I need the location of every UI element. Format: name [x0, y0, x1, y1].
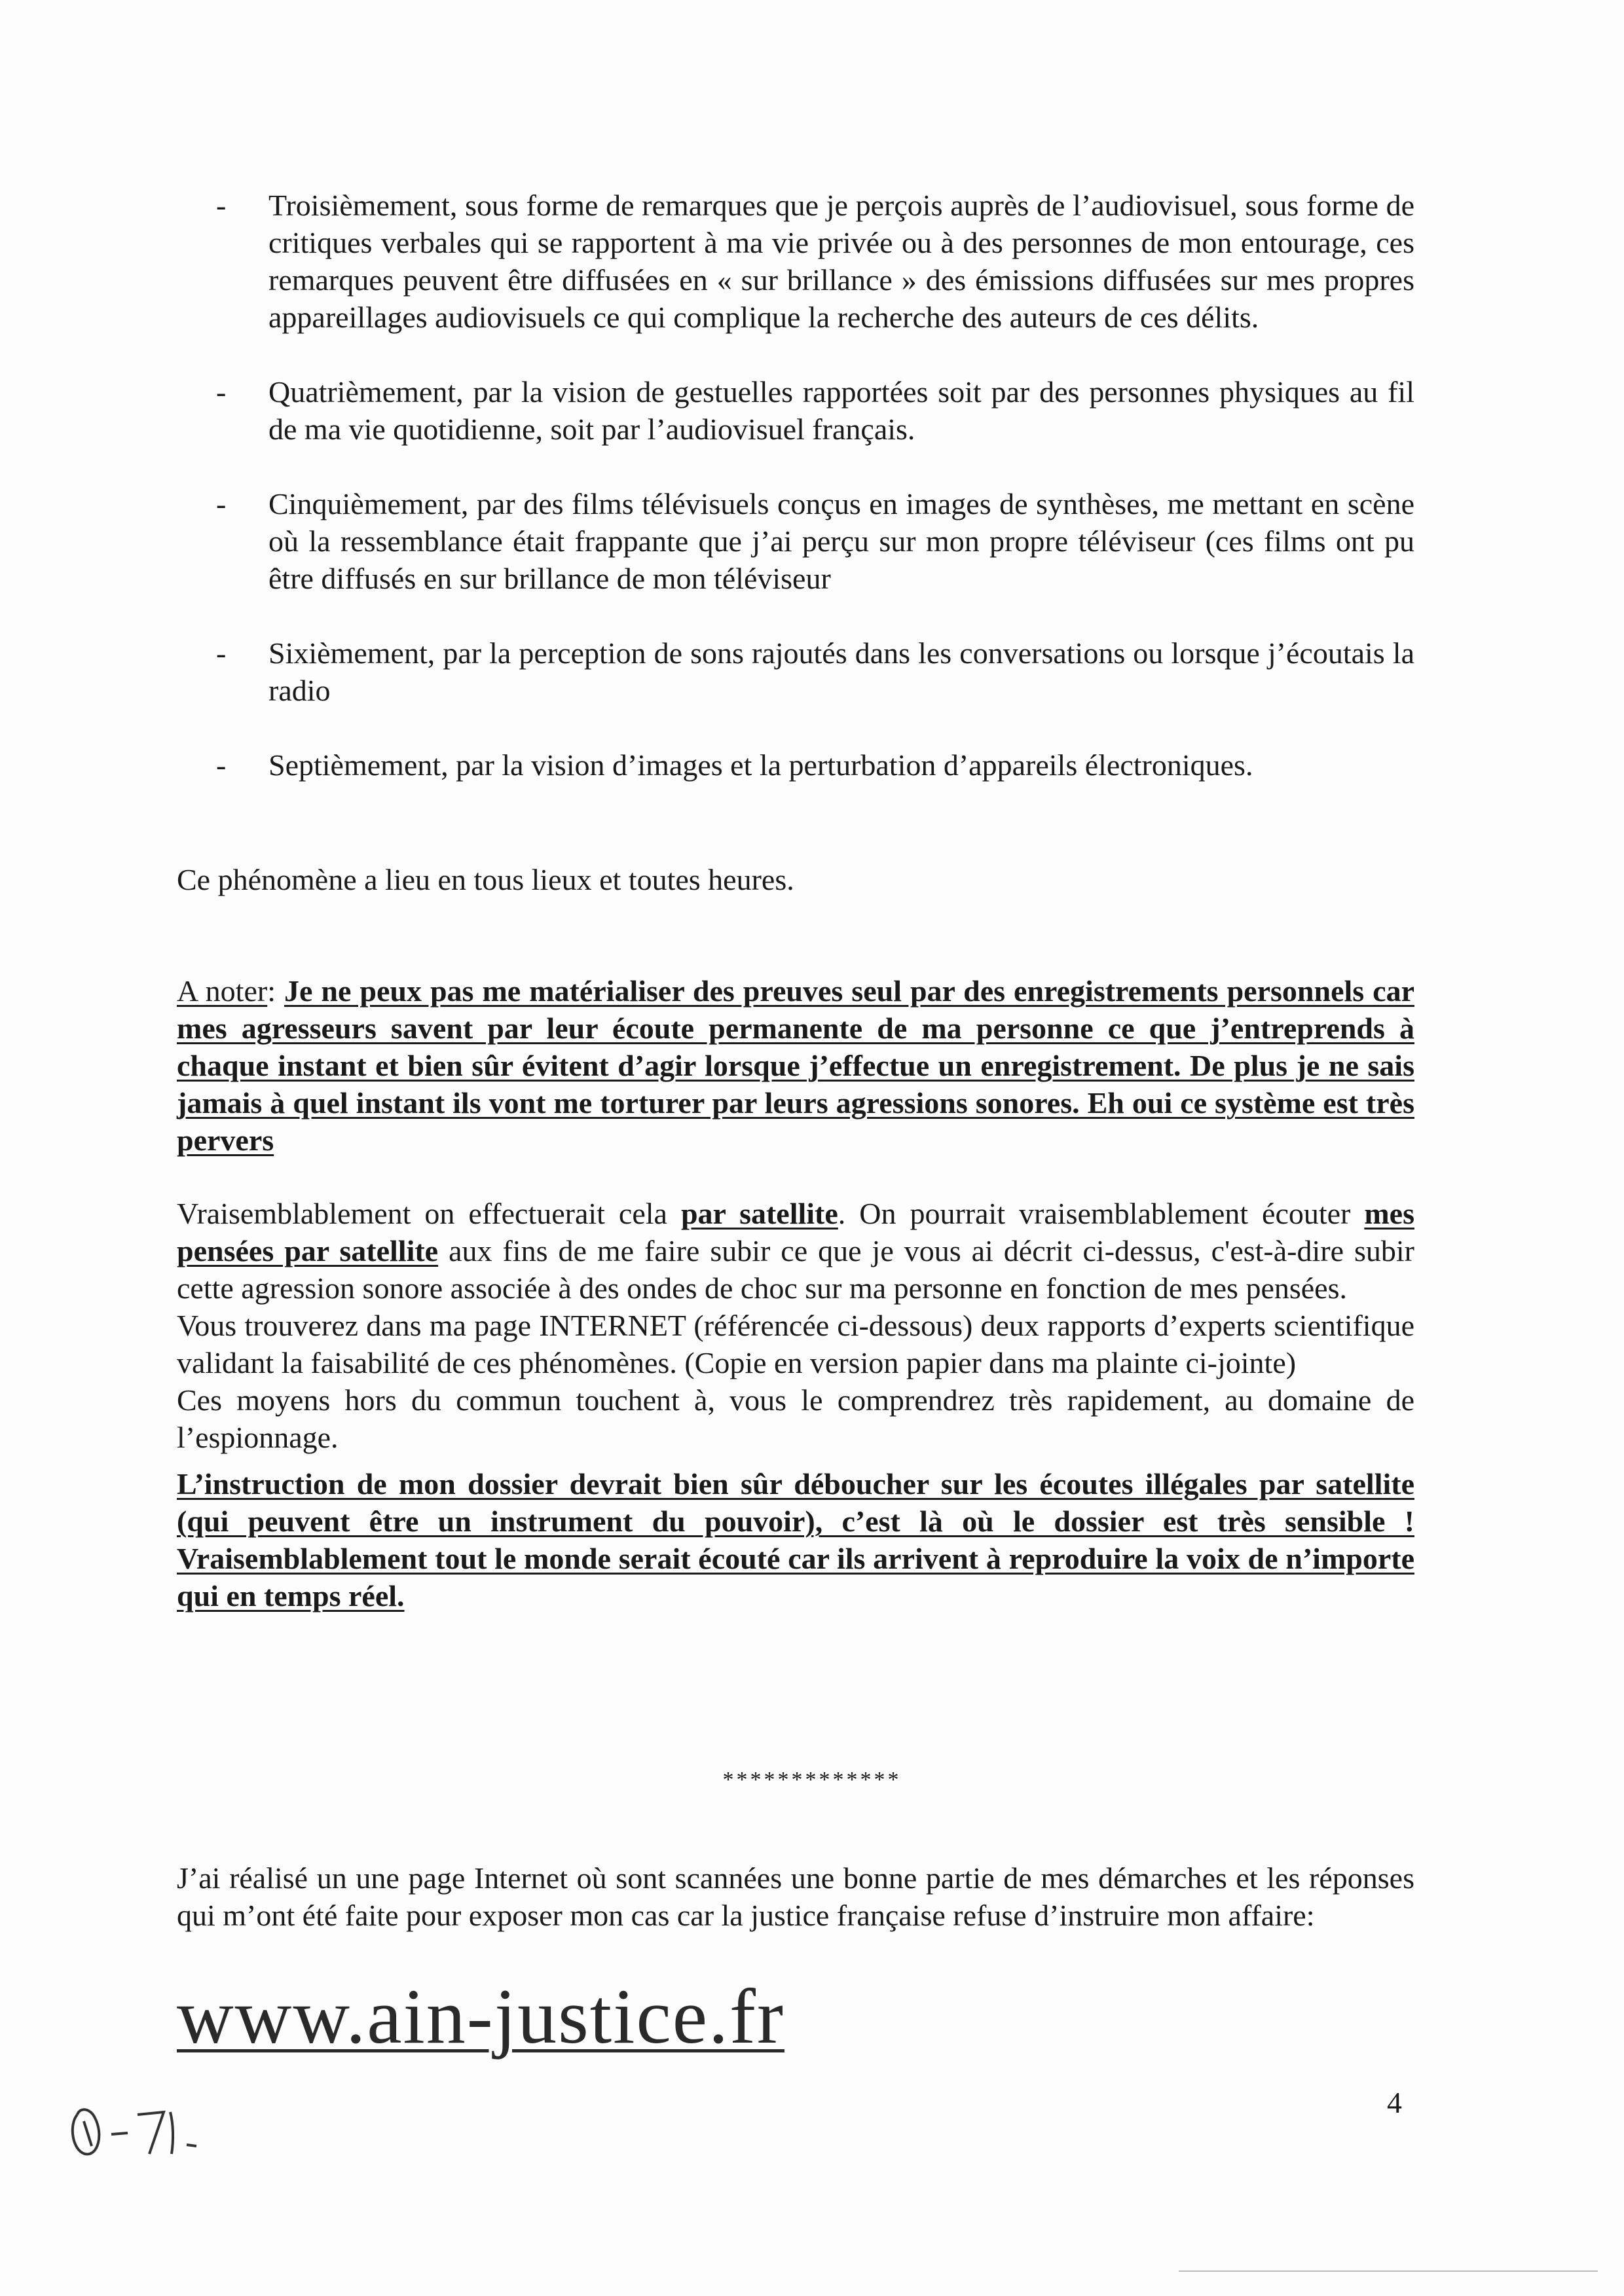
- satellite-emphasis-2: mes pensées par satellite: [177, 1197, 1414, 1267]
- list-bullet: -: [216, 636, 227, 670]
- list-item: [216, 634, 1414, 709]
- list-item: [216, 187, 1414, 336]
- satellite-text-2: . On pourrait vraisemblablement écouter: [838, 1197, 1365, 1230]
- handwritten-mark-icon: [65, 2088, 216, 2167]
- note-text: Je ne peux pas me matérialiser des preuves seul par des enregistrements personnels car mes agresseurs savent par leur écoute permanente de ma personne ce que j’entreprends à chaque instant et bien sûr évitent d’agir lorsque j’effectue un enregistrement. De plus je ne sais jamais à quel instant ils vont me torturer par leurs agressions sonores. Eh oui ce système est très pervers: [177, 974, 1414, 1157]
- list-item-text: Septièmement, par la vision d’images et la perturbation d’appareils électroniques.: [268, 748, 1253, 782]
- list-item-text: Quatrièmement, par la vision de gestuelles rapportées soit par des personnes physiques au fil de ma vie quotidienne, soit par l’audiovisuel français.: [268, 375, 1414, 446]
- list-bullet: -: [216, 748, 227, 782]
- website-intro-paragraph: J’ai réalisé un une page Internet où sont scannées une bonne partie de mes démarches et les réponses qui m’ont été faite pour exposer mon cas car la justice française refuse d’instruire mon affaire:: [177, 1861, 1414, 1932]
- instruction-text: L’instruction de mon dossier devrait bien sûr déboucher sur les écoutes illégales par satellite (qui peuvent être un instrument du pouvoir), c’est là où le dossier est très sensible ! Vraisemblablement tout le monde serait écouté car ils arrivent à reproduire la voix de n’importe qui en temps réel.: [177, 1467, 1414, 1613]
- list-item-text: Sixièmement, par la perception de sons rajoutés dans les conversations ou lorsque j’écoutais la radio: [268, 636, 1414, 707]
- page-number: 4: [1387, 2086, 1402, 2119]
- list-bullet: -: [216, 487, 227, 520]
- satellite-paragraph: [177, 1195, 1414, 1307]
- separator-stars: *************: [722, 1768, 902, 1792]
- note-label: A noter: [177, 974, 268, 1008]
- list-item: [216, 746, 1414, 784]
- note-colon: :: [267, 974, 284, 1008]
- satellite-text-3: aux fins de me faire subir ce que je vous ai décrit ci-dessus, c'est-à-dire subir cette agression sonore associée à des ondes de choc sur ma personne en fonction de mes pensées.: [177, 1234, 1414, 1305]
- website-link[interactable]: www.ain-justice.fr: [177, 1973, 784, 2060]
- espionage-paragraph: Ces moyens hors du commun touchent à, vous le comprendrez très rapidement, au domaine de l’espionnage.: [177, 1383, 1414, 1454]
- satellite-text-1: Vraisemblablement on effectuerait cela: [177, 1197, 681, 1230]
- list-item-text: Troisièmement, sous forme de remarques que je perçois auprès de l’audiovisuel, sous forme de critiques verbales qui se rapportent à ma vie privée ou à des personnes de mon entourage, ces remarques peuvent être diffusées en « sur brillance » des émissions diffusées sur mes propres appareillages audiovisuels ce qui complique la recherche des auteurs de ces délits.: [268, 189, 1414, 334]
- list-item-text: Cinquièmement, par des films télévisuels conçus en images de synthèses, me mettant en scène où la ressemblance était frappante que j’ai perçu sur mon propre téléviseur (ces films ont pu être diffusés en sur brillance de mon téléviseur: [268, 487, 1414, 595]
- enumeration-list: [216, 187, 1414, 784]
- body-section: [177, 1195, 1414, 1614]
- note-paragraph: [177, 972, 1414, 1159]
- instruction-paragraph: [177, 1465, 1414, 1614]
- phenomenon-sentence: Ce phénomène a lieu en tous lieux et toutes heures.: [177, 863, 794, 896]
- internet-paragraph: Vous trouverez dans ma page INTERNET (référencée ci-dessous) deux rapports d’experts scientifique validant la faisabilité de ces phénomènes. (Copie en version papier dans ma plainte ci-jointe): [177, 1309, 1414, 1379]
- list-item: [216, 373, 1414, 448]
- satellite-emphasis-1: par satellite: [680, 1197, 838, 1230]
- list-item: [216, 485, 1414, 597]
- list-bullet: -: [216, 189, 227, 222]
- list-bullet: -: [216, 375, 227, 409]
- footer-rule: [1179, 2270, 1598, 2272]
